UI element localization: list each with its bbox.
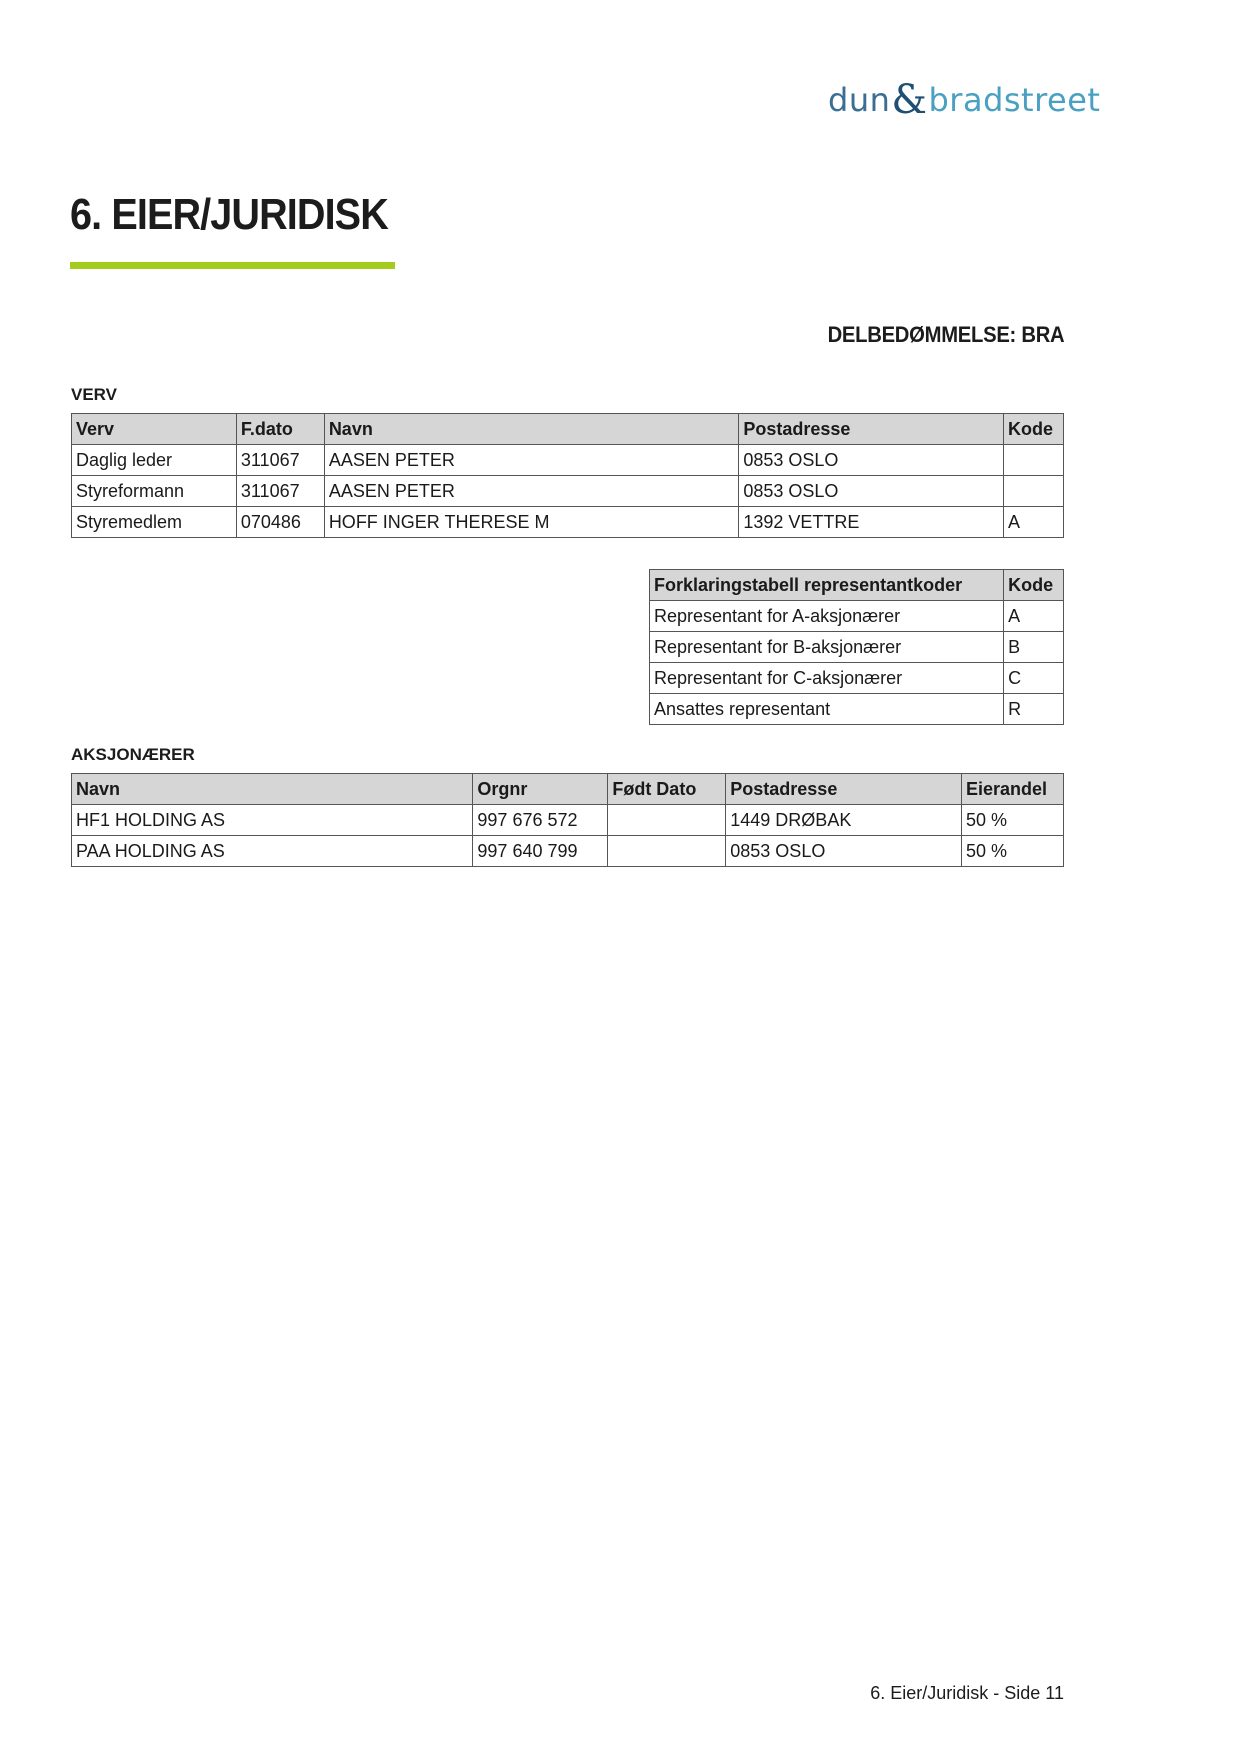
cell-kode [1003,445,1063,476]
cell-navn: HF1 HOLDING AS [72,805,473,836]
cell-postadresse: 0853 OSLO [726,836,962,867]
column-header-kode: Kode [1003,414,1063,445]
aksjonaerer-table [71,773,1064,867]
cell-eierandel: 50 % [962,805,1064,836]
cell-postadresse: 0853 OSLO [739,476,1004,507]
cell-fodt-dato [608,805,726,836]
cell-forklaring: Representant for A-aksjonærer [650,601,1004,632]
table-row [72,445,1064,476]
cell-kode: A [1004,601,1064,632]
cell-orgnr: 997 676 572 [473,805,608,836]
cell-kode: B [1004,632,1064,663]
cell-fdato: 311067 [236,476,324,507]
aksjonaerer-section-label: AKSJONÆRER [71,745,195,764]
table-row [72,836,1064,867]
cell-fdato: 070486 [236,507,324,538]
column-header-fdato: F.dato [236,414,324,445]
column-header-eierandel: Eierandel [962,774,1064,805]
cell-navn: PAA HOLDING AS [72,836,473,867]
cell-verv: Styreformann [72,476,237,507]
table-row [650,601,1064,632]
table-row [650,663,1064,694]
verv-table [71,413,1064,538]
column-header-postadresse: Postadresse [726,774,962,805]
dun-bradstreet-logo [828,78,1100,122]
cell-eierandel: 50 % [962,836,1064,867]
cell-verv: Styremedlem [72,507,237,538]
table-header-row [650,570,1064,601]
logo-ampersand: & [891,77,928,123]
cell-kode [1003,476,1063,507]
cell-navn: AASEN PETER [324,476,739,507]
column-header-verv: Verv [72,414,237,445]
cell-postadresse: 1449 DRØBAK [726,805,962,836]
table-header-row [72,414,1064,445]
table-row [72,507,1064,538]
cell-forklaring: Representant for B-aksjonærer [650,632,1004,663]
title-underline [70,262,395,269]
cell-kode: A [1003,507,1063,538]
cell-forklaring: Ansattes representant [650,694,1004,725]
cell-navn: AASEN PETER [324,445,739,476]
table-row [72,805,1064,836]
verv-section-label: VERV [71,385,117,404]
cell-fdato: 311067 [236,445,324,476]
page-title: 6. EIER/JURIDISK [70,190,388,239]
column-header-fodt-dato: Født Dato [608,774,726,805]
column-header-postadresse: Postadresse [739,414,1004,445]
column-header-navn: Navn [324,414,739,445]
cell-postadresse: 0853 OSLO [739,445,1004,476]
cell-postadresse: 1392 VETTRE [739,507,1004,538]
cell-kode: R [1004,694,1064,725]
column-header-forklaring: Forklaringstabell representantkoder [650,570,1004,601]
column-header-navn: Navn [72,774,473,805]
cell-verv: Daglig leder [72,445,237,476]
cell-navn: HOFF INGER THERESE M [324,507,739,538]
cell-orgnr: 997 640 799 [473,836,608,867]
cell-forklaring: Representant for C-aksjonærer [650,663,1004,694]
page-footer: 6. Eier/Juridisk - Side 11 [870,1683,1064,1703]
table-header-row [72,774,1064,805]
cell-kode: C [1004,663,1064,694]
table-row [650,694,1064,725]
table-row [650,632,1064,663]
cell-fodt-dato [608,836,726,867]
logo-text-dun: dun [828,81,891,119]
column-header-kode: Kode [1004,570,1064,601]
logo-text-bradstreet: bradstreet [928,81,1101,119]
table-row [72,476,1064,507]
rating-heading: DELBEDØMMELSE: BRA [827,322,1064,347]
column-header-orgnr: Orgnr [473,774,608,805]
representant-code-table [649,569,1064,725]
